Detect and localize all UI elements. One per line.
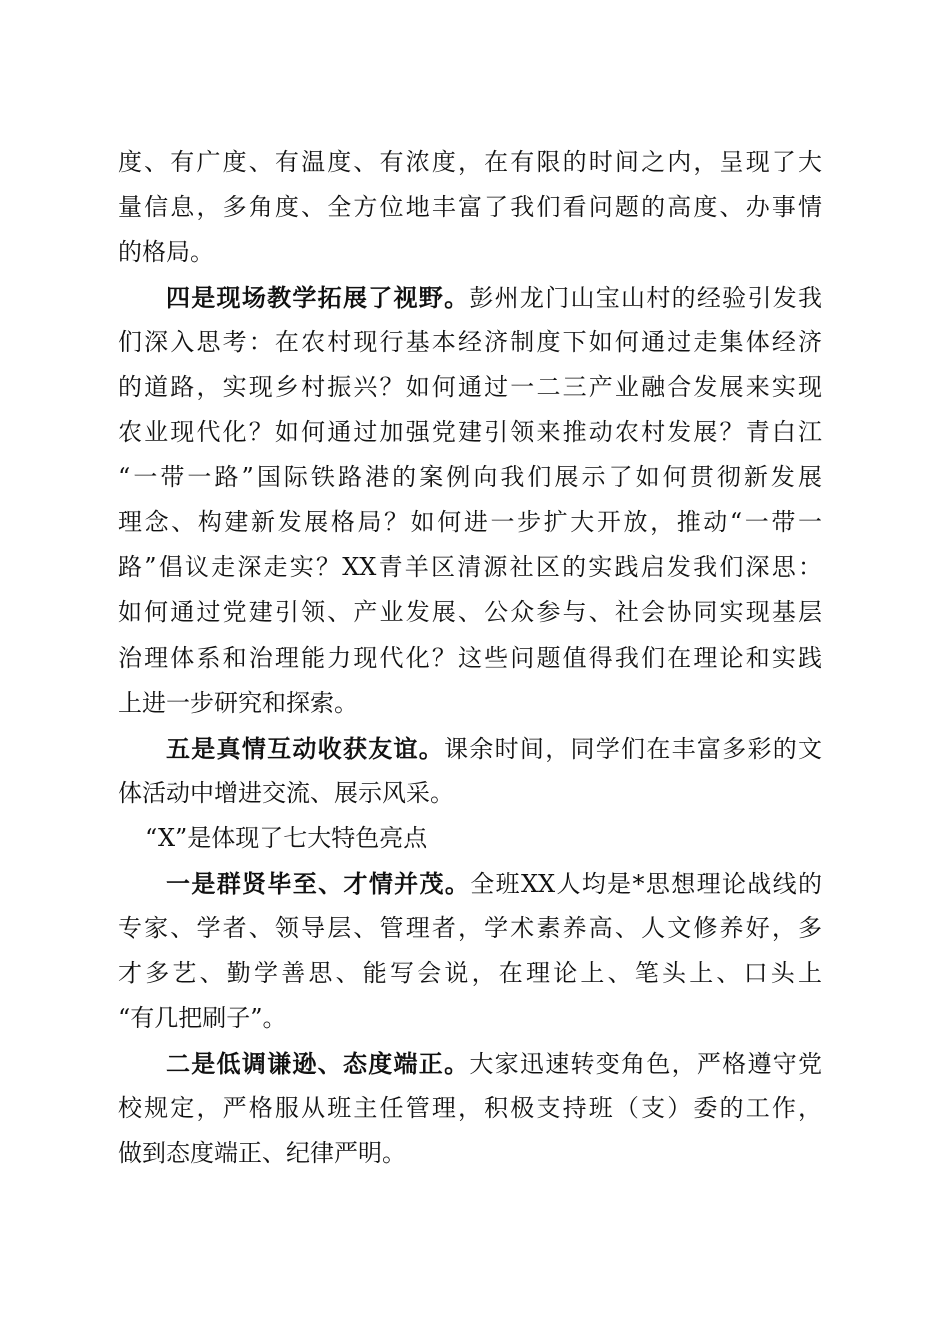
line-text: 的格局。	[118, 238, 214, 267]
line-text: 路”倡议走深走实？XX青羊区清源社区的实践启发我们深思：	[118, 553, 822, 582]
line-text: 课余时间，同学们在丰富多彩的文	[444, 734, 823, 763]
text-line	[118, 230, 822, 275]
text-line	[118, 1041, 822, 1086]
line-text: 如何通过党建引领、产业发展、公众参与、社会协同实现基层	[118, 598, 822, 627]
line-text: 理念、构建新发展格局？如何进一步扩大开放，推动“一带一	[118, 508, 822, 537]
paragraph	[118, 861, 822, 1041]
line-text: 治理体系和治理能力现代化？这些问题值得我们在理论和实践	[118, 643, 822, 672]
line-text: 大家迅速转变角色，严格遵守党	[469, 1049, 822, 1078]
line-text: 的道路，实现乡村振兴？如何通过一二三产业融合发展来实现	[118, 373, 822, 402]
text-line	[118, 636, 822, 681]
text-line	[118, 185, 822, 230]
paragraph	[118, 1041, 822, 1176]
line-text: 做到态度端正、纪律严明。	[118, 1139, 406, 1168]
paragraph-lead-heading: 四是现场教学拓展了视野。	[166, 283, 470, 313]
text-line	[118, 545, 822, 590]
line-text: “X”是体现了七大特色亮点	[145, 823, 428, 852]
text-line	[118, 500, 822, 545]
line-text: 量信息，多角度、全方位地丰富了我们看问题的高度、办事情	[118, 193, 822, 222]
line-text: 体活动中增进交流、展示风采。	[118, 778, 454, 807]
line-text: 彭州龙门山宝山村的经验引发我	[469, 284, 822, 313]
text-line	[118, 681, 822, 726]
text-line	[118, 455, 822, 500]
line-text: “一带一路”国际铁路港的案例向我们展示了如何贯彻新发展	[118, 463, 822, 492]
text-line	[118, 906, 822, 951]
text-line	[118, 320, 822, 365]
line-text: “有几把刷子”。	[118, 1003, 287, 1032]
paragraph	[118, 275, 822, 725]
text-line	[118, 996, 822, 1041]
text-line	[118, 365, 822, 410]
paragraph-lead-heading: 五是真情互动收获友谊。	[166, 733, 445, 763]
line-text: 农业现代化？如何通过加强党建引领来推动农村发展？青白江	[118, 418, 822, 447]
line-text: 上进一步研究和探索。	[118, 688, 358, 717]
paragraph-lead-heading: 二是低调谦逊、态度端正。	[166, 1048, 470, 1078]
text-line	[118, 861, 822, 906]
document-page-body	[118, 140, 822, 1176]
text-line	[118, 410, 822, 455]
text-line	[118, 275, 822, 320]
line-text: 全班XX人均是*思想理论战线的	[470, 869, 823, 898]
text-line	[118, 816, 822, 861]
text-line	[118, 1131, 822, 1176]
text-line	[118, 726, 822, 771]
text-line	[118, 140, 822, 185]
line-text: 才多艺、勤学善思、能写会说，在理论上、笔头上、口头上	[118, 958, 822, 987]
text-line	[118, 771, 822, 816]
line-text: 们深入思考：在农村现行基本经济制度下如何通过走集体经济	[118, 328, 822, 357]
text-line	[118, 951, 822, 996]
paragraph	[118, 140, 822, 275]
line-text: 校规定，严格服从班主任管理，积极支持班（支）委的工作，	[118, 1093, 822, 1122]
paragraph	[118, 726, 822, 816]
paragraph-lead-heading: 一是群贤毕至、才情并茂。	[166, 868, 471, 898]
text-line	[118, 1086, 822, 1131]
section-heading	[118, 816, 822, 861]
text-line	[118, 590, 822, 635]
line-text: 度、有广度、有温度、有浓度，在有限的时间之内，呈现了大	[118, 148, 822, 176]
line-text: 专家、学者、领导层、管理者，学术素养高、人文修养好，多	[118, 913, 822, 942]
